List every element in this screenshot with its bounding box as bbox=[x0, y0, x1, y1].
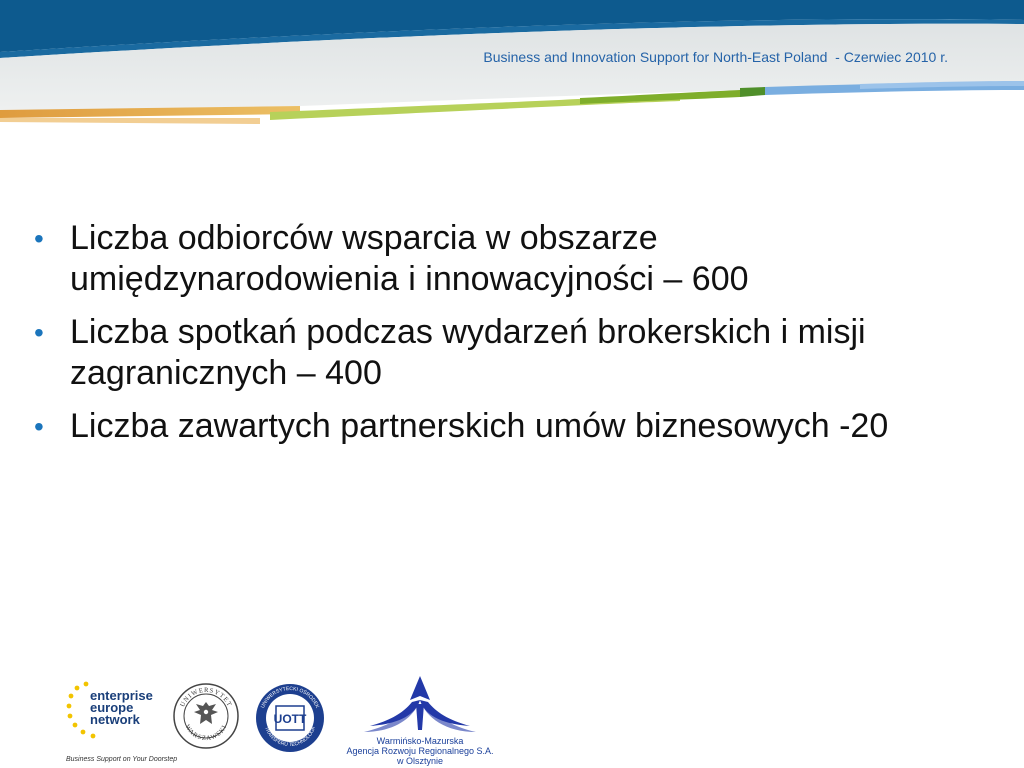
bullet-item bbox=[30, 218, 910, 300]
bullet-dot: • bbox=[34, 411, 44, 442]
een-line-3: network bbox=[90, 712, 140, 727]
wmarr-name bbox=[330, 736, 510, 766]
een-tagline: Business Support on Your Doorstep bbox=[66, 756, 178, 763]
uott-mark: UOTT bbox=[273, 712, 307, 726]
uott-bottom-text: TRANSFERU TECHNOLOGII bbox=[263, 725, 317, 749]
bullet-list bbox=[30, 218, 910, 459]
wmarr-line-3: w Olsztynie bbox=[396, 756, 443, 766]
bullet-item bbox=[30, 312, 910, 394]
uott-top-text: UNIWERSYTECKI OŚRODEK bbox=[259, 685, 321, 710]
een-line-1: enterprise bbox=[90, 688, 153, 703]
bullet-dot: • bbox=[34, 223, 44, 254]
bullet-dot: • bbox=[34, 317, 44, 348]
wmarr-emblem-icon bbox=[330, 674, 510, 738]
wmarr-logo bbox=[330, 674, 510, 768]
bullet-text: Liczba spotkań podczas wydarzeń brokerskich i misji zagranicznych – 400 bbox=[70, 313, 866, 392]
header-banner bbox=[0, 0, 1024, 130]
uott-seal bbox=[254, 682, 326, 754]
wmarr-line-2: Agencja Rozwoju Regionalnego S.A. bbox=[346, 746, 494, 756]
wmarr-line-1: Warmińsko-Mazurska bbox=[376, 736, 464, 746]
een-line-2: europe bbox=[90, 700, 134, 715]
een-wordmark bbox=[90, 690, 153, 726]
partner-logos bbox=[0, 668, 1024, 768]
bullet-text: Liczba zawartych partnerskich umów biznesowych -20 bbox=[70, 407, 889, 445]
bullet-item bbox=[30, 406, 910, 447]
bullet-text: Liczba odbiorców wsparcia w obszarze umiędzynarodowienia i innowacyjności – 600 bbox=[70, 219, 749, 298]
uw-bottom-text: WARSZAWSKI bbox=[183, 723, 229, 743]
header-title: Business and Innovation Support for North-East Poland - Czerwiec 2010 r. bbox=[483, 49, 948, 65]
uw-top-text: UNIWERSYTET bbox=[179, 686, 233, 709]
university-warsaw-seal bbox=[172, 682, 240, 750]
enterprise-europe-network-logo bbox=[66, 680, 178, 766]
